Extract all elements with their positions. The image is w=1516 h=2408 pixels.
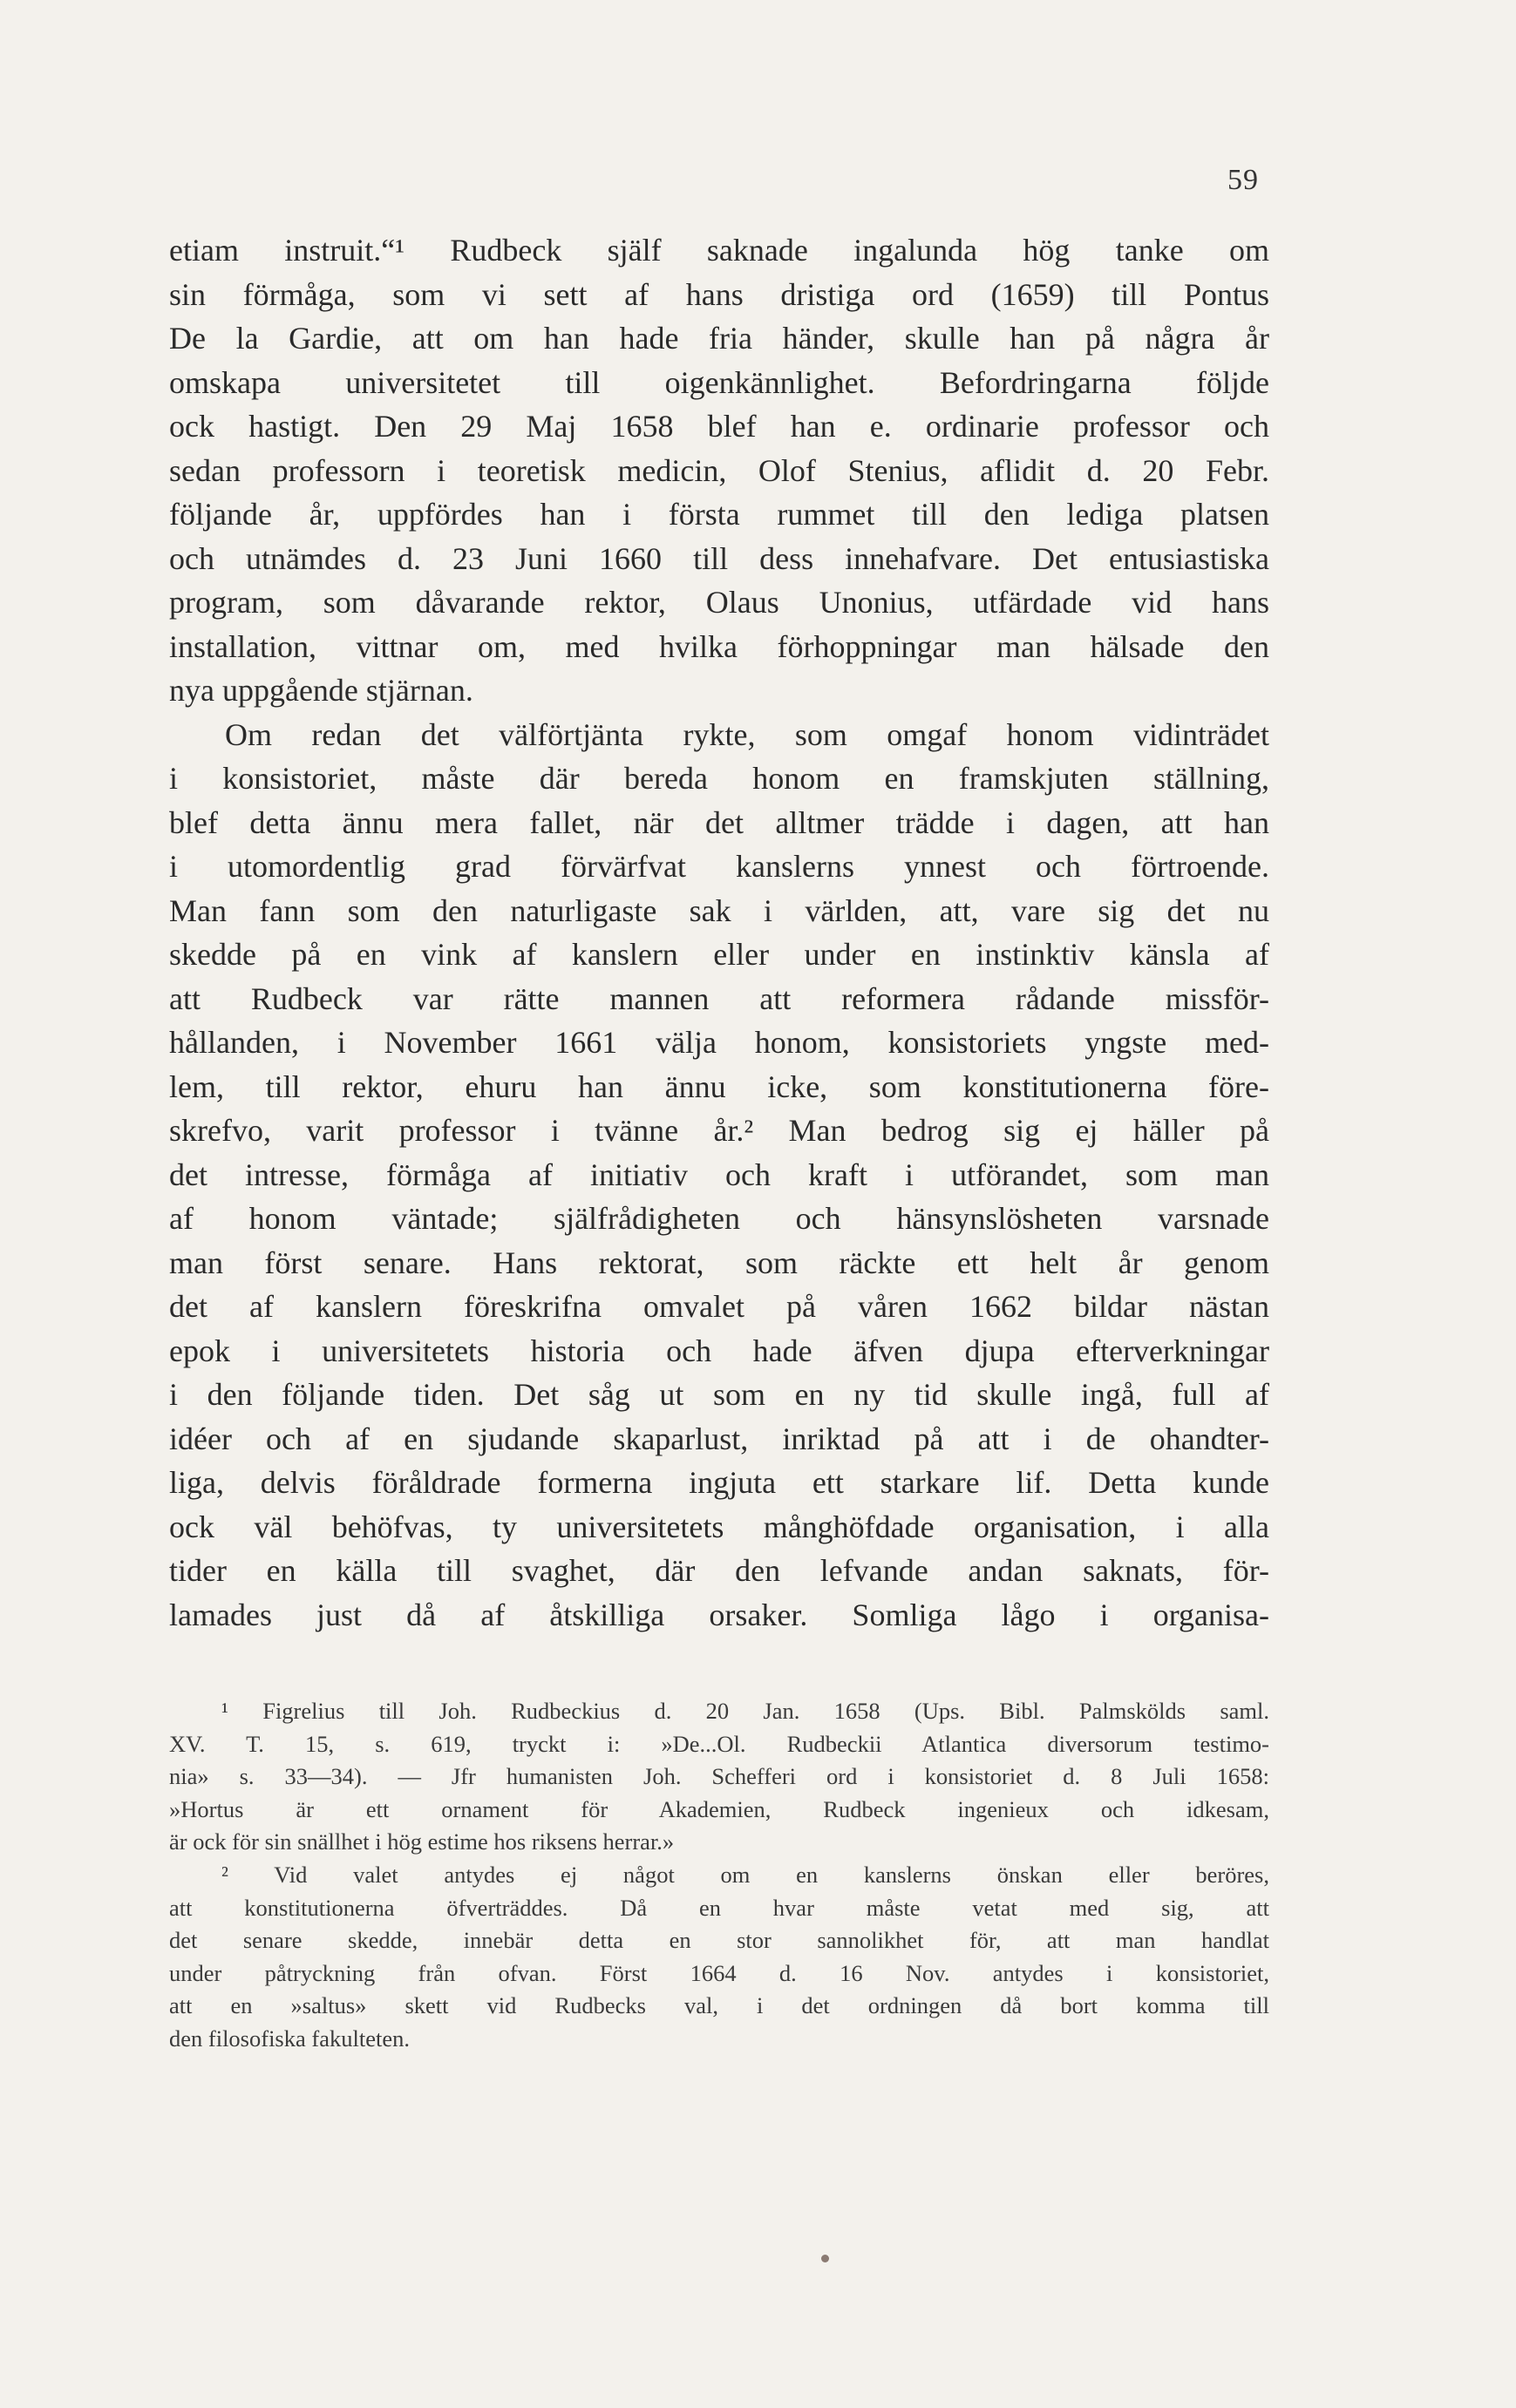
body-line: af honom väntade; själfrådigheten och hänsynslösheten varsnade bbox=[169, 1201, 1269, 1236]
footnote-line: »Hortus är ett ornament för Akademien, Rudbeck ingenieux och idkesam, bbox=[169, 1795, 1269, 1822]
body-line: att Rudbeck var rätte mannen att reformera rådande missför- bbox=[169, 980, 1269, 1016]
body-line: etiam instruit.“¹ Rudbeck själf saknade ingalunda hög tanke om bbox=[169, 233, 1269, 268]
body-line: sin förmåga, som vi sett af hans dristiga ord (1659) till Pontus bbox=[169, 276, 1269, 312]
body-line: i konsistoriet, måste där bereda honom en framskjuten ställning, bbox=[169, 761, 1269, 796]
body-line: liga, delvis föråldrade formerna ingjuta ett starkare lif. Detta kunde bbox=[169, 1465, 1269, 1500]
body-line: det af kanslern föreskrifna omvalet på våren 1662 bildar nästan bbox=[169, 1289, 1269, 1324]
footnote-line: det senare skedde, innebär detta en stor sannolikhet för, att man handlat bbox=[169, 1927, 1269, 1954]
body-line: skrefvo, varit professor i tvänne år.² Man bedrog sig ej häller på bbox=[169, 1113, 1269, 1148]
page-number: 59 bbox=[1227, 164, 1259, 196]
footnote-line: att konstitutionerna öfverträddes. Då en hvar måste vetat med sig, att bbox=[169, 1894, 1269, 1921]
body-line: ock hastigt. Den 29 Maj 1658 blef han e. ordinarie professor och bbox=[169, 409, 1269, 444]
body-line: det intresse, förmåga af initiativ och kraft i utförandet, som man bbox=[169, 1157, 1269, 1192]
footnote-line: ¹ Figrelius till Joh. Rudbeckius d. 20 Jan. 1658 (Ups. Bibl. Palmskölds saml. bbox=[221, 1698, 1269, 1724]
body-line: lem, till rektor, ehuru han ännu icke, som konstitutionerna före- bbox=[169, 1068, 1269, 1104]
body-line: installation, vittnar om, med hvilka förhoppningar man hälsade den bbox=[169, 628, 1269, 664]
body-line: epok i universitetets historia och hade äfven djupa efterverkningar bbox=[169, 1333, 1269, 1368]
body-text bbox=[169, 228, 1269, 1637]
body-line: nya uppgående stjärnan. bbox=[169, 673, 473, 708]
body-line: idéer och af en sjudande skaparlust, inriktad på att i de ohandter- bbox=[169, 1421, 1269, 1456]
footnote-line: XV. T. 15, s. 619, tryckt i: »De...Ol. Rudbeckii Atlantica diversorum testimo- bbox=[169, 1730, 1269, 1757]
body-line: Om redan det välförtjänta rykte, som omgaf honom vidinträdet bbox=[225, 716, 1269, 752]
footnotes bbox=[169, 1695, 1269, 2056]
body-line: skedde på en vink af kanslern eller under en instinktiv känsla af bbox=[169, 937, 1269, 972]
body-line: följande år, uppfördes han i första rummet till den lediga platsen bbox=[169, 497, 1269, 532]
body-line: man först senare. Hans rektorat, som räckte ett helt år genom bbox=[169, 1245, 1269, 1280]
body-line: Man fann som den naturligaste sak i världen, att, vare sig det nu bbox=[169, 892, 1269, 928]
body-line: De la Gardie, att om han hade fria händer, skulle han på några år bbox=[169, 321, 1269, 356]
body-line: i utomordentlig grad förvärfvat kanslerns ynnest och förtroende. bbox=[169, 849, 1269, 884]
body-line: tider en källa till svaghet, där den lefvande andan saknats, för- bbox=[169, 1553, 1269, 1588]
body-line: ock väl behöfvas, ty universitetets månghöfdade organisation, i alla bbox=[169, 1509, 1269, 1544]
body-line: sedan professorn i teoretisk medicin, Olof Stenius, aflidit d. 20 Febr. bbox=[169, 452, 1269, 488]
ink-speck bbox=[821, 2255, 829, 2262]
footnote-line: att en »saltus» skett vid Rudbecks val, i det ordningen då bort komma till bbox=[169, 1992, 1269, 2019]
body-line: lamades just då af åtskilliga orsaker. Somliga lågo i organisa- bbox=[169, 1597, 1269, 1632]
body-line: program, som dåvarande rektor, Olaus Unonius, utfärdade vid hans bbox=[169, 585, 1269, 620]
body-line: omskapa universitetet till oigenkännlighet. Befordringarna följde bbox=[169, 364, 1269, 400]
body-line: och utnämdes d. 23 Juni 1660 till dess innehafvare. Det entusiastiska bbox=[169, 540, 1269, 576]
body-line: blef detta ännu mera fallet, när det alltmer trädde i dagen, att han bbox=[169, 804, 1269, 840]
footnote-line: är ock för sin snällhet i hög estime hos riksens herrar.» bbox=[169, 1828, 675, 1855]
body-line: hållanden, i November 1661 välja honom, konsistoriets yngste med- bbox=[169, 1025, 1269, 1060]
footnote-line: under påtryckning från ofvan. Först 1664 d. 16 Nov. antydes i konsistoriet, bbox=[169, 1959, 1269, 1986]
footnote-line: nia» s. 33—34). — Jfr humanisten Joh. Schefferi ord i konsistoriet d. 8 Juli 1658: bbox=[169, 1763, 1269, 1790]
body-line: i den följande tiden. Det såg ut som en ny tid skulle ingå, full af bbox=[169, 1377, 1269, 1412]
footnote-line: ² Vid valet antydes ej något om en kanslerns önskan eller beröres, bbox=[221, 1861, 1269, 1888]
footnote-line: den filosofiska fakulteten. bbox=[169, 2025, 410, 2052]
